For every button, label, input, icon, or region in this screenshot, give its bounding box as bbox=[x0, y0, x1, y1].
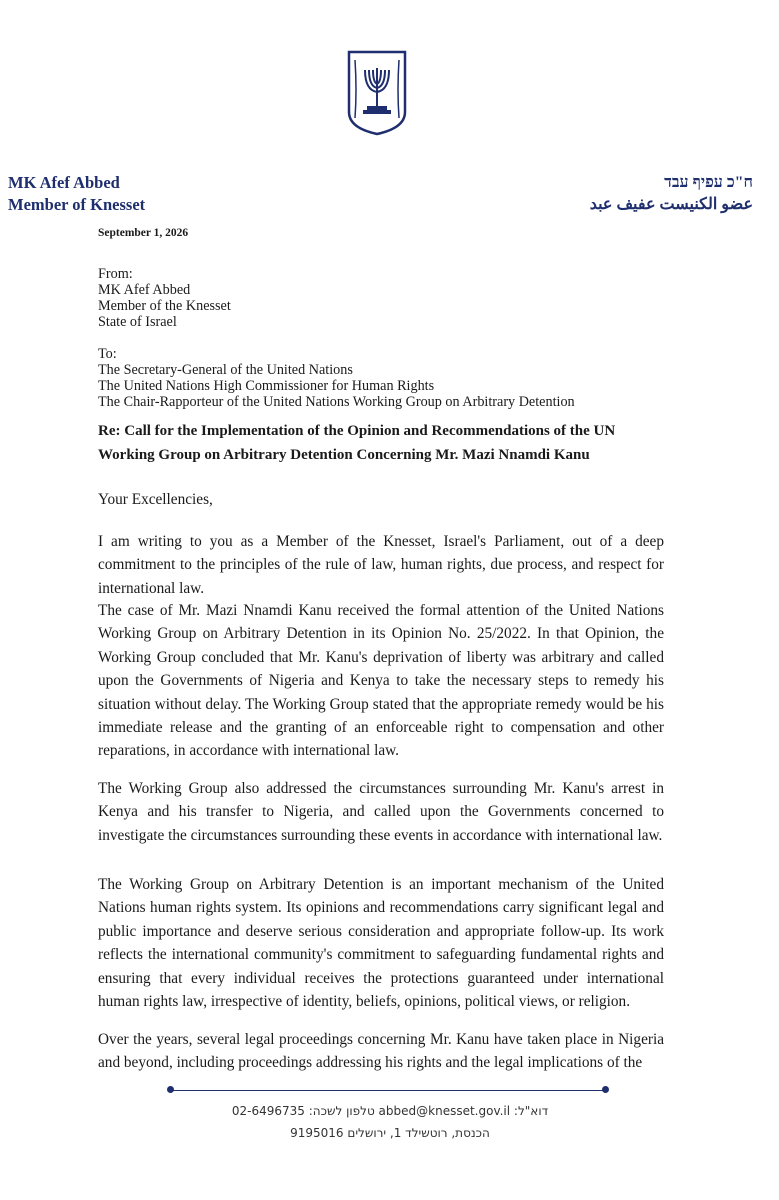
letter-date: September 1, 2026 bbox=[98, 227, 189, 239]
footer-address: הכנסת, רוטשילד 1, ירושלים 9195016 bbox=[290, 1126, 490, 1140]
to-label: To: bbox=[98, 346, 117, 362]
to-line: The Secretary-General of the United Nations bbox=[98, 362, 353, 378]
from-line: MK Afef Abbed bbox=[98, 282, 191, 298]
sender-title-en: Member of Knesset bbox=[8, 195, 146, 214]
from-line: Member of the Knesset bbox=[98, 298, 231, 314]
body-paragraph: The Working Group on Arbitrary Detention is an important mechanism of the United Nations human rights system. Its opinions and recommendations carry significant legal and public importance and deserve serious consideration and appropriate follow-up. Its work reflects the international community's commitment to safeguarding fundamental rights and ensuring that every individual receives the protections guaranteed under international human rights law, irrespective of identity, beliefs, opinions, political views, or religion. bbox=[98, 876, 664, 1011]
letterhead-sender-rtl bbox=[590, 172, 753, 216]
sender-title-ar: عضو الكنيست عفيف عبد bbox=[589, 196, 753, 213]
body-paragraph: The Working Group also addressed the circumstances surrounding Mr. Kanu's arrest in Kenya and his transfer to Nigeria, and called upon the Governments concerned to investigate the circumstances surrounding these events in accordance with international law. bbox=[98, 780, 664, 844]
footer-divider-dot bbox=[167, 1086, 174, 1093]
letterhead-sender bbox=[8, 172, 145, 216]
salutation: Your Excellencies, bbox=[98, 491, 213, 508]
footer-divider-dot bbox=[602, 1086, 609, 1093]
body-paragraph: The case of Mr. Mazi Nnamdi Kanu received the formal attention of the United Nations Working Group on Arbitrary Detention in its Opinion No. 25/2022. In that Opinion, the Working Group concluded that Mr. Kanu's deprivation of liberty was arbitrary and called upon the Governments of Nigeria and Kenya to take the necessary steps to remedy his situation without delay. The Working Group stated that the appropriate remedy would be his immediate release and the granting of an enforceable right to compensation and other reparations, in accordance with international law. bbox=[98, 602, 664, 760]
from-block bbox=[98, 266, 231, 330]
subject-line bbox=[98, 419, 658, 467]
menorah-emblem-icon bbox=[345, 50, 409, 136]
to-line: The Chair-Rapporteur of the United Nations Working Group on Arbitrary Detention bbox=[98, 394, 575, 410]
to-block bbox=[98, 346, 575, 410]
from-line: State of Israel bbox=[98, 314, 177, 330]
body-paragraph: Over the years, several legal proceedings concerning Mr. Kanu have taken place in Nigeria and beyond, including proceedings addressing his rights and the legal implications of the bbox=[98, 1031, 664, 1072]
body-paragraph: I am writing to you as a Member of the Knesset, Israel's Parliament, out of a deep commitment to the principles of the rule of law, human rights, due process, and respect for international law. bbox=[98, 533, 664, 597]
footer-contact: דוא"ל: abbed@knesset.gov.il טלפון לשכה: 02-6496735 bbox=[231, 1104, 549, 1118]
footer-divider bbox=[172, 1090, 606, 1091]
sender-name-he: ח"כ עפיף עבד bbox=[664, 174, 753, 191]
to-line: The United Nations High Commissioner for Human Rights bbox=[98, 378, 435, 394]
subject-line-1: Re: Call for the Implementation of the Opinion and Recommendations of the UN bbox=[98, 423, 616, 439]
subject-line-2: Working Group on Arbitrary Detention Concerning Mr. Mazi Nnamdi Kanu bbox=[98, 447, 590, 463]
from-label: From: bbox=[98, 266, 133, 282]
sender-name-en: MK Afef Abbed bbox=[8, 173, 120, 192]
